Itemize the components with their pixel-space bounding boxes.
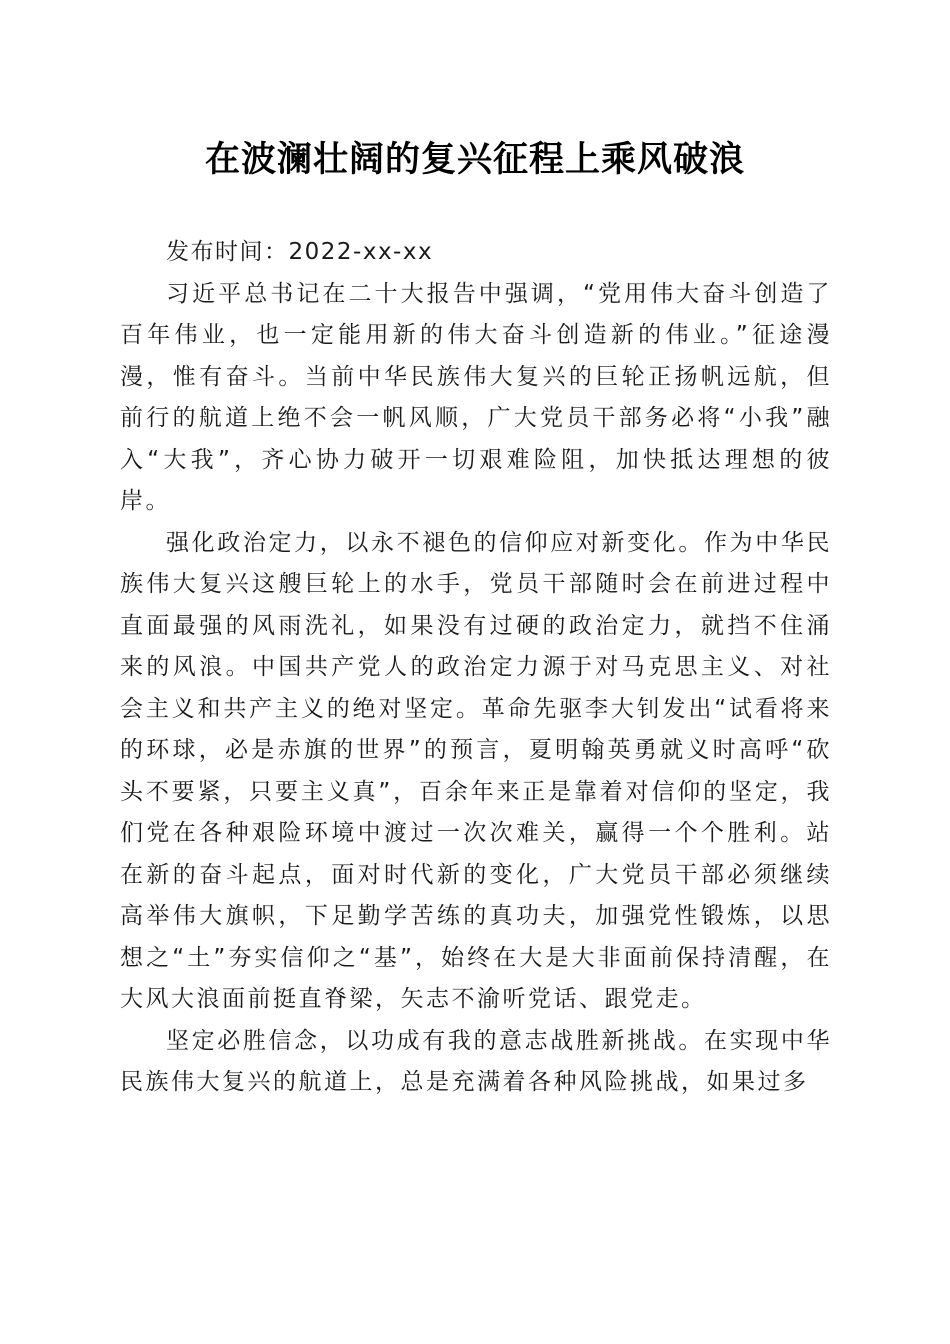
publish-date-line	[120, 232, 832, 274]
paragraph-1: 习近平总书记在二十大报告中强调，“党用伟大奋斗创造了百年伟业，也一定能用新的伟大奋斗创造新的伟业。”征途漫漫，惟有奋斗。当前中华民族伟大复兴的巨轮正扬帆远航，但前行的航道上绝不会一帆风顺，广大党员干部务必将“小我”融入“大我”，齐心协力破开一切艰难险阻，加快抵达理想的彼岸。	[120, 280, 832, 514]
publish-date-label: 发布时间：	[166, 239, 289, 265]
paragraph-2: 强化政治定力，以永不褪色的信仰应对新变化。作为中华民族伟大复兴这艘巨轮上的水手，党员干部随时会在前进过程中直面最强的风雨洗礼，如果没有过硬的政治定力，就挡不住涌来的风浪。中国共产党人的政治定力源于对马克思主义、对社会主义和共产主义的绝对坚定。革命先驱李大钊发出“试看将来的环球，必是赤旗的世界”的预言，夏明翰英勇就义时高呼“砍头不要紧，只要主义真”，百余年来正是靠着对信仰的坚定，我们党在各种艰险环境中渡过一次次难关，赢得一个个胜利。站在新的奋斗起点，面对时代新的变化，广大党员干部必须继续高举伟大旗帜，下足勤学苦练的真功夫，加强党性锻炼，以思想之“土”夯实信仰之“基”，始终在大是大非面前保持清醒，在大风大浪面前挺直脊梁，矢志不渝听党话、跟党走。	[120, 529, 832, 1012]
document-title: 在波澜壮阔的复兴征程上乘风破浪	[204, 139, 745, 180]
paragraph-3: 坚定必胜信念，以功成有我的意志战胜新挑战。在实现中华民族伟大复兴的航道上，总是充满着各种风险挑战，如果过多	[120, 1027, 832, 1095]
publish-date-value: 2022-xx-xx	[288, 239, 434, 265]
document-body	[120, 232, 832, 1104]
